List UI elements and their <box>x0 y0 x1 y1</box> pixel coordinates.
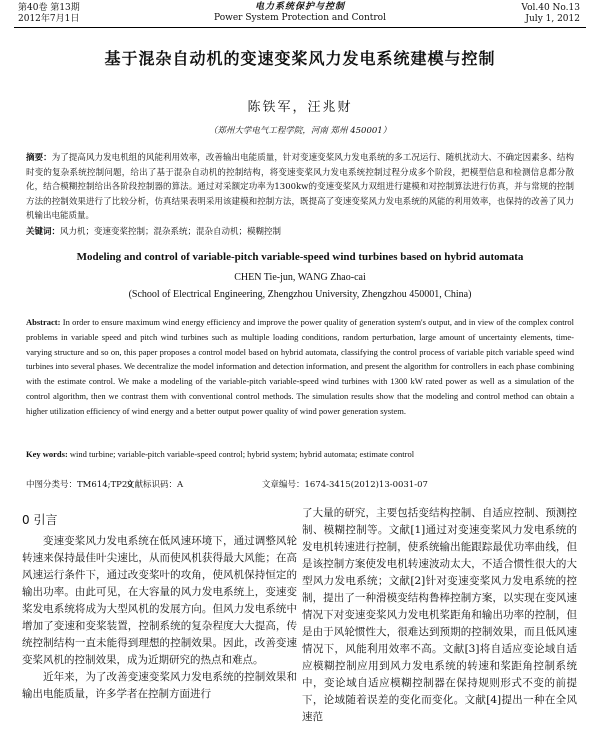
affiliation-en: (School of Electrical Engineering, Zhengzhou University, Zhengzhou 450001, China) <box>128 289 472 300</box>
date-cn: 2012年7月1日 <box>18 14 80 24</box>
body-column-right <box>302 505 577 726</box>
abstract-en <box>26 315 574 419</box>
running-header <box>0 0 600 30</box>
volume-issue-en: Vol.40 No.13 <box>521 3 580 13</box>
volume-issue-cn: 第40卷 第13期 <box>18 3 80 13</box>
keywords-cn-text: 风力机；变速变桨控制；混杂系统；混杂自动机；模糊控制 <box>60 227 282 237</box>
section-heading-intro: 0 引言 <box>22 513 58 527</box>
header-right <box>521 3 580 25</box>
keywords-en <box>26 448 574 460</box>
abstract-cn-text: 为了提高风力发电机组的风能利用效率，改善输出电能质量，针对变速变桨风力发电系统的多工况运行、随机扰动大、不确定因素多、结构时变的复杂系统控制问题，给出了基于混杂自动机的控制结构，将变速变桨风力发电系统控制过程分成多个阶段，把模型信息和检测信息都分散化，结合模糊控制给出各阶段控制器的算法。通过对采额定功率为1300kw的变速变桨风力双组进行建模和对控制算法进行仿真，并与常规的控制方法的控制效果进行了比较分析，仿真结果表明采用该建模和控制方法，既提高了变速变桨风力发电系统的风能的利用效率，也保持的改善了风力机输出电能质量。 <box>26 153 574 221</box>
journal-name-en: Power System Protection and Control <box>214 13 386 23</box>
authors-cn: 陈铁军，汪兆财 <box>247 100 353 115</box>
abstract-en-text: In order to ensure maximum wind energy efficiency and improve the power quality of generation system's output, and in view of the complex control problems in variable speed and pitch wind turbines such as multiple loading conditions, random perturbation, large amount of uncertainty elements, time-varying structure and so on, this paper proposes a control model based on hybrid automata, classifying the control process of variable pitch variable speed wind turbines into several phases. We decentralize the model information and detection information, and present the algorithm for controllers in each phase combining with the estimate control. We make a modeling of the variable-pitch variable-speed wind turbines with 1300 kW rated power as well as a simulation of the control algorithm, then we contrast them with conventional control methods. The simulation results show that the modeling and control method can obtain a higher utilization efficiency of wind energy and a better output power quality of wind power generation system. <box>26 317 575 416</box>
header-center <box>170 2 430 24</box>
journal-name-cn: 电力系统保护与控制 <box>254 2 345 12</box>
keywords-en-label: Key words: <box>26 449 68 459</box>
body-paragraph: 近年来，为了改善变速变桨风力发电系统的控制效果和输出电能质量，许多学者在控制方面进行 <box>22 671 297 700</box>
abstract-cn <box>26 151 574 224</box>
clc-number: 中图分类号：TM614;TP29 <box>26 480 133 490</box>
abstract-cn-label: 摘要： <box>26 153 52 163</box>
authors-en: CHEN Tie-jun, WANG Zhao-cai <box>234 272 366 283</box>
document-code: 文献标识码：A <box>126 480 184 490</box>
article-number: 文章编号：1674-3415(2012)13-0031-07 <box>262 480 428 490</box>
body-paragraph: 变速变桨风力发电系统在低风速环境下，通过调整风轮转速来保持最佳叶尖速比，从而使风机获得最大风能；在高风速运行条件下，通过改变桨叶的攻角，使风机保持恒定的输出功率。由此可见，在大容量的风力发电系统上，变速变桨发电系统将成为大型风机的发展方向。但风力发电系统中增加了变速和变桨装置，控制系统的复杂程度大大提高，传统控制结构一直未能得到理想的控制效果。因此，改善变速变桨风机的控制效果，成为近期研究的热点和难点。 <box>22 535 297 666</box>
paper-title-cn: 基于混杂自动机的变速变桨风力发电系统建模与控制 <box>104 49 496 68</box>
header-rule <box>14 27 586 28</box>
keywords-en-text: wind turbine; variable-pitch variable-speed control; hybrid system; hybrid automata; estimate control <box>69 449 415 459</box>
body-paragraph: 了大量的研究，主要包括变结构控制、自适应控制、预测控制、模糊控制等。文献[1]通过对变速变桨风力发电系统的发电机转速进行控制，使系统输出能跟踪最优功率曲线，但是该控制方案使发电机转速波动太大，不适合惯性很大的大型风力发电系统；文献[2]针对变速变桨风力发电系统的控制，提出了一种滑模变结构鲁棒控制方案，以实现在变风速情况下对变速变桨风力发电机桨距角和输出功率的控制，但是由于风轮惯性大，很难达到预期的控制效果，而且低风速情况下，风能利用效率不高。文献[3]将自适应变论域自适应模糊控制应用到风力发电系统的转速和桨距角控制系统中，变论域自适应模糊控制器在保持规则形式不变的前提下，论域随着误差的变化而变化。文献[4]提出一种在全风速范 <box>302 507 577 723</box>
keywords-cn-label: 关键词： <box>26 227 61 237</box>
keywords-cn <box>26 226 574 238</box>
body-column-left <box>22 512 297 703</box>
date-en: July 1, 2012 <box>525 14 580 24</box>
header-left <box>18 3 80 25</box>
abstract-en-label: Abstract: <box>26 317 61 327</box>
affiliation-cn: （郑州大学电气工程学院，河南 郑州 450001） <box>208 126 392 136</box>
paper-title-en: Modeling and control of variable-pitch variable-speed wind turbines based on hybrid automata <box>76 251 524 263</box>
